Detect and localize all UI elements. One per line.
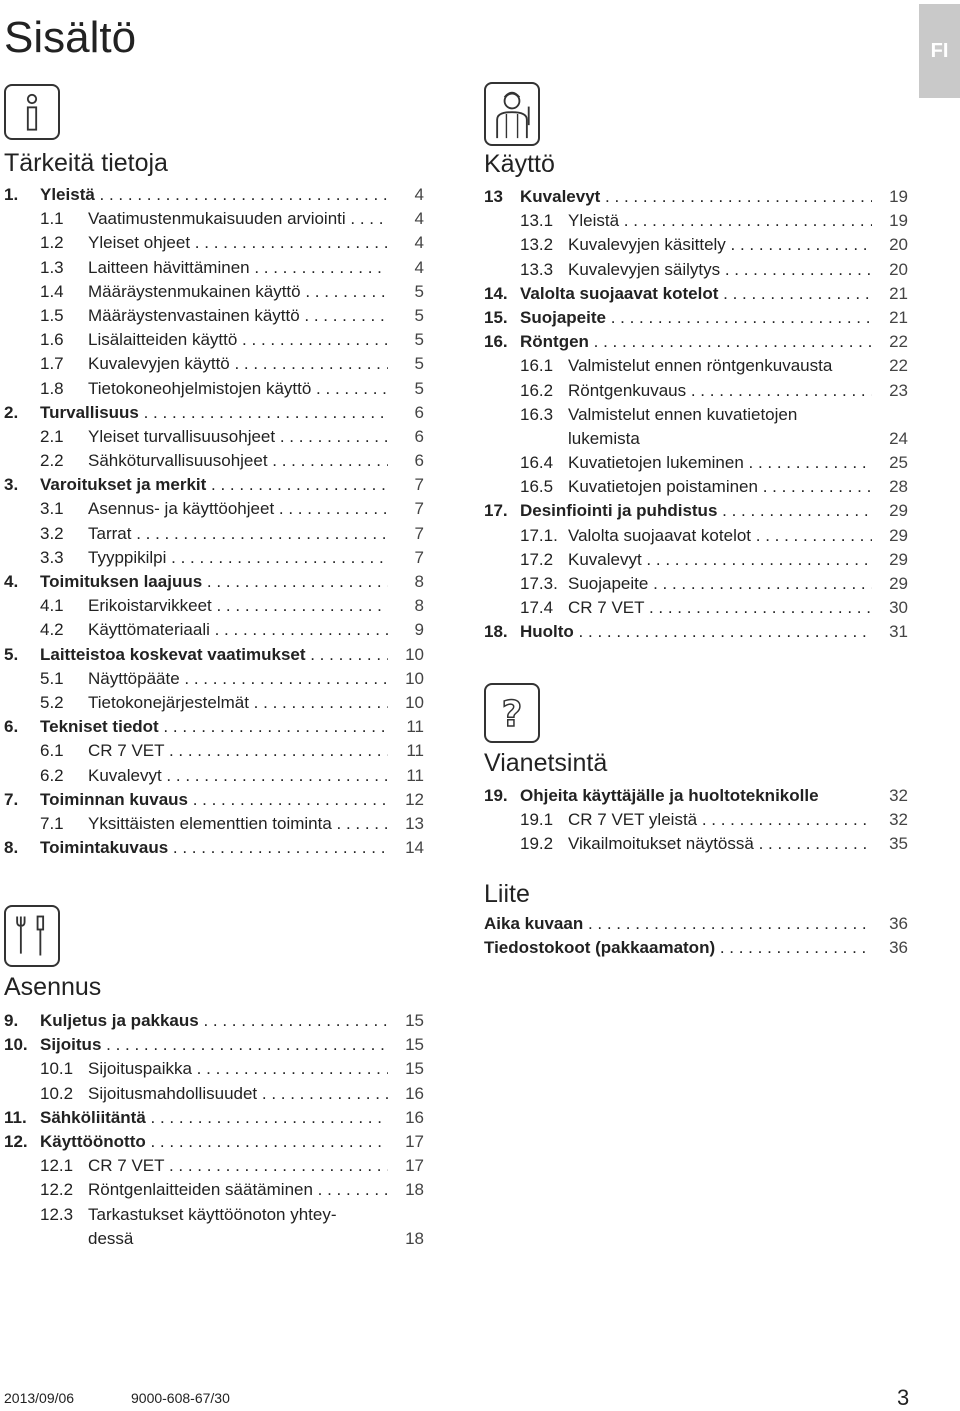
toc-number: 12.2 <box>40 1180 74 1200</box>
toc-number: 1.8 <box>40 378 64 398</box>
toc-subsection <box>4 1082 424 1106</box>
toc-subsection <box>484 524 908 548</box>
toc-subsection <box>4 1178 424 1202</box>
toc-page-number: 4 <box>414 209 424 229</box>
toc-number: 13.2 <box>520 235 554 255</box>
toc-label: Yleiset ohjeet . . . <box>88 231 388 255</box>
section-heading-use: Käyttö <box>484 150 555 178</box>
toc-page-number: 4 <box>414 257 424 277</box>
toc-page-number: 35 <box>889 834 908 854</box>
toc-list-appendix <box>484 912 908 960</box>
toc-label: Sijoituspaikka . . . <box>88 1057 388 1081</box>
toc-list-use <box>484 185 908 645</box>
toc-subsection <box>484 427 908 451</box>
toc-label: Tietokoneohjelmistojen käyttö . . . <box>88 377 388 401</box>
toc-number: 13.3 <box>520 259 554 279</box>
toc-number: 1.7 <box>40 354 64 374</box>
page-title: Sisältö <box>4 13 137 62</box>
toc-subsection <box>4 618 424 642</box>
toc-number: 6. <box>4 717 19 737</box>
toc-label: Sähköliitäntä . . . <box>40 1106 388 1130</box>
toc-number: 17. <box>484 501 508 521</box>
toc-label: Tiedostokoot (pakkaamaton) . . . <box>484 936 872 960</box>
toc-number: 6.2 <box>40 765 64 785</box>
toc-label: Yleistä . . . <box>568 209 872 233</box>
toc-page-number: 10 <box>405 692 424 712</box>
section-heading-install: Asennus <box>4 973 102 1001</box>
toc-number: 16.4 <box>520 453 554 473</box>
toc-subsection <box>4 231 424 255</box>
toc-label: Sähköturvallisuusohjeet . . . <box>88 449 388 473</box>
toc-number: 3. <box>4 475 19 495</box>
toc-label: Määräystenmukainen käyttö . . . <box>88 280 388 304</box>
toc-label: Valmistelut ennen kuvatietojen <box>568 404 798 424</box>
toc-number: 4.1 <box>40 596 64 616</box>
toc-label: Suojapeite . . . <box>568 572 872 596</box>
toc-number: 13.1 <box>520 211 554 231</box>
toc-chapter <box>4 643 424 667</box>
toc-subsection <box>4 256 424 280</box>
toc-page-number: 22 <box>889 332 908 352</box>
toc-chapter <box>4 473 424 497</box>
toc-label: Sijoitusmahdollisuudet . . . <box>88 1082 388 1106</box>
info-icon <box>4 84 60 140</box>
page-number: 3 <box>897 1385 910 1410</box>
toc-subsection <box>4 739 424 763</box>
toc-page-number: 31 <box>889 622 908 642</box>
toc-label: Ohjeita käyttäjälle ja huoltoteknikolle <box>520 786 819 805</box>
toc-label: Vaatimustenmukaisuuden arviointi . . . <box>88 207 388 231</box>
toc-number: 16.2 <box>520 380 554 400</box>
toc-subsection <box>4 1154 424 1178</box>
toc-chapter <box>484 306 908 330</box>
toc-subsection <box>4 522 424 546</box>
toc-number: 4. <box>4 572 19 591</box>
toc-page-number: 32 <box>889 810 908 830</box>
toc-page-number: 21 <box>889 283 908 303</box>
toc-page-number: 15 <box>405 1011 424 1030</box>
toc-page-number: 5 <box>414 305 424 325</box>
toc-number: 3.3 <box>40 547 64 567</box>
toc-number: 10.2 <box>40 1083 74 1103</box>
toc-subsection <box>4 425 424 449</box>
toc-subsection <box>4 546 424 570</box>
toc-page-number: 8 <box>414 572 424 591</box>
toc-subsection <box>4 667 424 691</box>
toc-chapter <box>484 784 908 808</box>
toc-label: CR 7 VET . . . <box>88 1154 388 1178</box>
language-tab: FI <box>919 4 960 98</box>
toc-label: Kuvalevyjen säilytys . . . <box>568 258 872 282</box>
toc-label: Tekniset tiedot . . . <box>40 715 388 739</box>
toc-page-number: 11 <box>406 741 424 761</box>
toc-label: Näyttöpääte . . . <box>88 667 388 691</box>
toc-subsection <box>484 451 908 475</box>
toc-label: Tarkastukset käyttöönoton yhtey- <box>88 1204 337 1224</box>
toc-page-number: 7 <box>414 547 424 567</box>
toc-subsection <box>4 280 424 304</box>
toc-page-number: 36 <box>889 938 908 958</box>
toc-subsection <box>4 207 424 231</box>
toc-subsection <box>484 354 908 378</box>
toc-page-number: 13 <box>405 813 424 833</box>
toc-label: Aika kuvaan . . . <box>484 912 872 936</box>
toc-label: Tyyppikilpi . . . <box>88 546 388 570</box>
toc-page-number: 16 <box>405 1107 424 1127</box>
toc-list-info <box>4 183 424 860</box>
toc-page-number: 19 <box>889 211 908 231</box>
toc-page-number: 25 <box>889 453 908 473</box>
toc-number: 2. <box>4 402 19 422</box>
toc-page-number: 16 <box>405 1083 424 1103</box>
toc-label: Kuvatietojen lukeminen . . . <box>568 451 872 475</box>
svg-text:?: ? <box>501 694 523 735</box>
toc-page-number: 7 <box>414 475 424 495</box>
toc-page-number: 24 <box>889 428 908 448</box>
toc-page-number: 19 <box>889 187 908 206</box>
toc-label: Yksittäisten elementtien toiminta . . . <box>88 812 388 836</box>
toc-label: Varoitukset ja merkit . . . <box>40 473 388 497</box>
toc-number: 2.1 <box>40 426 64 446</box>
toc-number: 5. <box>4 644 19 664</box>
toc-number: 3.2 <box>40 523 64 543</box>
toc-page-number: 5 <box>414 281 424 301</box>
toc-number: 7.1 <box>40 813 64 833</box>
toc-chapter <box>4 1130 424 1154</box>
toc-label: Kuvalevyt . . . <box>88 764 388 788</box>
toc-number: 15. <box>484 307 508 327</box>
toc-label: Vikailmoitukset näytössä . . . <box>568 832 872 856</box>
toc-label: Erikoistarvikkeet . . . <box>88 594 388 618</box>
toc-number: 2.2 <box>40 451 64 471</box>
toc-label: Kuljetus ja pakkaus . . . <box>40 1009 388 1033</box>
toc-subsection <box>484 572 908 596</box>
toc-label: Tietokonejärjestelmät . . . <box>88 691 388 715</box>
toc-page-number: 11 <box>406 765 424 785</box>
toc-number: 1.1 <box>40 209 64 229</box>
toc-subsection <box>4 1057 424 1081</box>
section-heading-appendix: Liite <box>484 880 530 908</box>
toc-number: 16.5 <box>520 477 554 497</box>
toc-label: Huolto . . . <box>520 620 872 644</box>
toc-label: Laitteen hävittäminen . . . <box>88 256 388 280</box>
toc-subsection <box>484 832 908 856</box>
toc-number: 17.3. <box>520 574 558 593</box>
toc-label: Käyttöönotto . . . <box>40 1130 388 1154</box>
toc-number: 1.6 <box>40 330 64 350</box>
toc-chapter <box>4 715 424 739</box>
toc-list-troubleshoot <box>484 784 908 857</box>
toc-page-number: 30 <box>889 598 908 618</box>
toc-subsection <box>4 594 424 618</box>
toc-chapter <box>484 185 908 209</box>
toc-label: CR 7 VET yleistä . . . <box>568 808 872 832</box>
toc-number: 9. <box>4 1011 19 1030</box>
toc-number: 16. <box>484 332 508 352</box>
toc-number: 7. <box>4 789 19 809</box>
toc-label: Valmistelut ennen röntgenkuvausta <box>568 356 833 376</box>
toc-chapter <box>484 282 908 306</box>
toc-number: 17.1. <box>520 525 558 545</box>
toc-page-number: 7 <box>414 523 424 543</box>
toc-page-number: 10 <box>405 644 424 664</box>
toc-label: Turvallisuus . . . <box>40 401 388 425</box>
toc-number: 5.2 <box>40 692 64 712</box>
toc-page-number: 29 <box>889 549 908 569</box>
toc-subsection <box>4 497 424 521</box>
toc-label: Toimituksen laajuus . . . <box>40 570 388 594</box>
toc-page-number: 5 <box>414 330 424 350</box>
toc-label: Yleistä . . . <box>40 183 388 207</box>
toc-chapter <box>484 936 908 960</box>
toc-page-number: 18 <box>405 1180 424 1200</box>
toc-number: 10. <box>4 1035 28 1055</box>
toc-page-number: 29 <box>889 574 908 593</box>
toc-page-number: 4 <box>414 185 424 204</box>
toc-page-number: 7 <box>414 499 424 519</box>
toc-subsection <box>4 304 424 328</box>
toc-number: 14. <box>484 283 508 303</box>
toc-number: 17.4 <box>520 598 554 618</box>
toc-chapter <box>4 788 424 812</box>
toc-chapter <box>484 499 908 523</box>
toc-page-number: 20 <box>889 235 908 255</box>
toc-label: Toimintakuvaus . . . <box>40 836 388 860</box>
toc-number: 1. <box>4 185 19 204</box>
toc-page-number: 32 <box>889 786 908 805</box>
toc-number: 6.1 <box>40 741 64 761</box>
section-heading-info: Tärkeitä tietoja <box>4 149 168 177</box>
toc-page-number: 11 <box>406 717 424 737</box>
toc-subsection <box>4 764 424 788</box>
toc-number: 10.1 <box>40 1059 74 1079</box>
toc-label: CR 7 VET . . . <box>568 596 872 620</box>
toc-page-number: 20 <box>889 259 908 279</box>
toc-number: 12.3 <box>40 1204 74 1224</box>
toc-subsection <box>4 328 424 352</box>
toc-label: Kuvalevyjen käyttö . . . <box>88 352 388 376</box>
toc-label: Yleiset turvallisuusohjeet . . . <box>88 425 388 449</box>
toc-label: Sijoitus . . . <box>40 1033 388 1057</box>
toc-page-number: 28 <box>889 477 908 497</box>
toc-number: 1.4 <box>40 281 64 301</box>
toc-number: 5.1 <box>40 668 64 688</box>
toc-chapter <box>484 912 908 936</box>
toc-page-number: 5 <box>414 378 424 398</box>
toc-subsection <box>4 1227 424 1251</box>
toc-page-number: 6 <box>414 451 424 471</box>
toc-subsection <box>484 233 908 257</box>
toc-page-number: 10 <box>405 668 424 688</box>
footer-date: 2013/09/06 <box>4 1390 75 1406</box>
toc-label: Desinfiointi ja puhdistus . . . <box>520 499 872 523</box>
toc-page-number: 21 <box>889 307 908 327</box>
toc-chapter <box>4 401 424 425</box>
toc-label: Määräystenvastainen käyttö . . . <box>88 304 388 328</box>
toc-list-install <box>4 1009 424 1251</box>
tools-icon <box>4 905 60 967</box>
toc-chapter <box>484 330 908 354</box>
toc-page-number: 23 <box>889 380 908 400</box>
toc-number: 1.3 <box>40 257 64 277</box>
toc-page-number: 12 <box>405 789 424 809</box>
toc-number: 19. <box>484 786 508 805</box>
toc-number: 17.2 <box>520 549 554 569</box>
toc-chapter <box>4 183 424 207</box>
toc-subsection <box>484 808 908 832</box>
toc-chapter <box>4 1033 424 1057</box>
footer-doc-number: 9000-608-67/30 <box>131 1390 230 1406</box>
toc-number: 11. <box>4 1107 27 1127</box>
toc-number: 16.1 <box>520 356 554 376</box>
toc-chapter <box>484 620 908 644</box>
toc-label: Kuvalevyt . . . <box>568 548 872 572</box>
toc-chapter <box>4 1106 424 1130</box>
toc-page-number: 36 <box>889 914 908 933</box>
toc-number: 19.1 <box>520 810 554 830</box>
toc-number: 1.2 <box>40 233 64 253</box>
toc-label: Valolta suojaavat kotelot . . . <box>520 282 872 306</box>
toc-page-number: 29 <box>889 525 908 545</box>
toc-page-number: 8 <box>414 596 424 616</box>
toc-subsection <box>484 403 908 427</box>
toc-page-number: 15 <box>405 1059 424 1079</box>
toc-page-number: 17 <box>405 1156 424 1176</box>
toc-number: 18. <box>484 622 508 642</box>
toc-label: Toiminnan kuvaus . . . <box>40 788 388 812</box>
toc-label: Lisälaitteiden käyttö . . . <box>88 328 388 352</box>
toc-subsection <box>484 596 908 620</box>
toc-subsection <box>4 812 424 836</box>
toc-subsection <box>484 258 908 282</box>
toc-page-number: 14 <box>405 838 424 858</box>
section-heading-troubleshoot: Vianetsintä <box>484 749 608 777</box>
toc-label: Röntgenkuvaus . . . <box>568 379 872 403</box>
toc-label: Valolta suojaavat kotelot . . . <box>568 524 872 548</box>
toc-page-number: 5 <box>414 354 424 374</box>
toc-number: 12.1 <box>40 1156 74 1176</box>
toc-label: Käyttömateriaali . . . <box>88 618 388 642</box>
toc-number: 4.2 <box>40 620 64 640</box>
toc-number: 19.2 <box>520 834 554 854</box>
toc-page-number: 6 <box>414 426 424 446</box>
toc-page-number: 6 <box>414 402 424 422</box>
toc-label: Kuvalevyjen käsittely . . . <box>568 233 872 257</box>
toc-label: CR 7 VET . . . <box>88 739 388 763</box>
toc-subsection <box>484 475 908 499</box>
toc-page-number: 29 <box>889 501 908 521</box>
toc-page-number: 22 <box>889 356 908 376</box>
toc-label: Suojapeite . . . <box>520 306 872 330</box>
toc-number: 12. <box>4 1131 28 1151</box>
toc-page-number: 4 <box>414 233 424 253</box>
toc-number: 16.3 <box>520 404 554 424</box>
toc-label: lukemista <box>568 428 640 448</box>
toc-subsection <box>484 379 908 403</box>
toc-number: 13 <box>484 187 503 206</box>
toc-subsection <box>4 1203 424 1227</box>
toc-label: Laitteistoa koskevat vaatimukset . . . <box>40 643 388 667</box>
toc-label: Röntgenlaitteiden säätäminen . . . <box>88 1178 388 1202</box>
toc-subsection <box>4 377 424 401</box>
toc-number: 3.1 <box>40 499 64 519</box>
toc-label: Tarrat . . . <box>88 522 388 546</box>
toc-chapter <box>4 836 424 860</box>
toc-subsection <box>484 209 908 233</box>
toc-page-number: 18 <box>405 1228 424 1248</box>
technician-icon <box>484 82 540 146</box>
toc-subsection <box>4 352 424 376</box>
toc-chapter <box>4 1009 424 1033</box>
toc-label: Kuvalevyt . . . <box>520 185 872 209</box>
toc-label: Kuvatietojen poistaminen . . . <box>568 475 872 499</box>
toc-number: 1.5 <box>40 305 64 325</box>
toc-page-number: 17 <box>405 1131 424 1151</box>
toc-number: 8. <box>4 838 19 858</box>
toc-label: dessä <box>88 1228 134 1248</box>
toc-page-number: 15 <box>405 1035 424 1055</box>
toc-label: Röntgen . . . <box>520 330 872 354</box>
toc-subsection <box>4 691 424 715</box>
toc-chapter <box>4 570 424 594</box>
toc-subsection <box>484 548 908 572</box>
question-icon <box>484 683 540 743</box>
toc-label: Asennus- ja käyttöohjeet . . . <box>88 497 388 521</box>
toc-page-number: 9 <box>414 620 424 640</box>
toc-subsection <box>4 449 424 473</box>
